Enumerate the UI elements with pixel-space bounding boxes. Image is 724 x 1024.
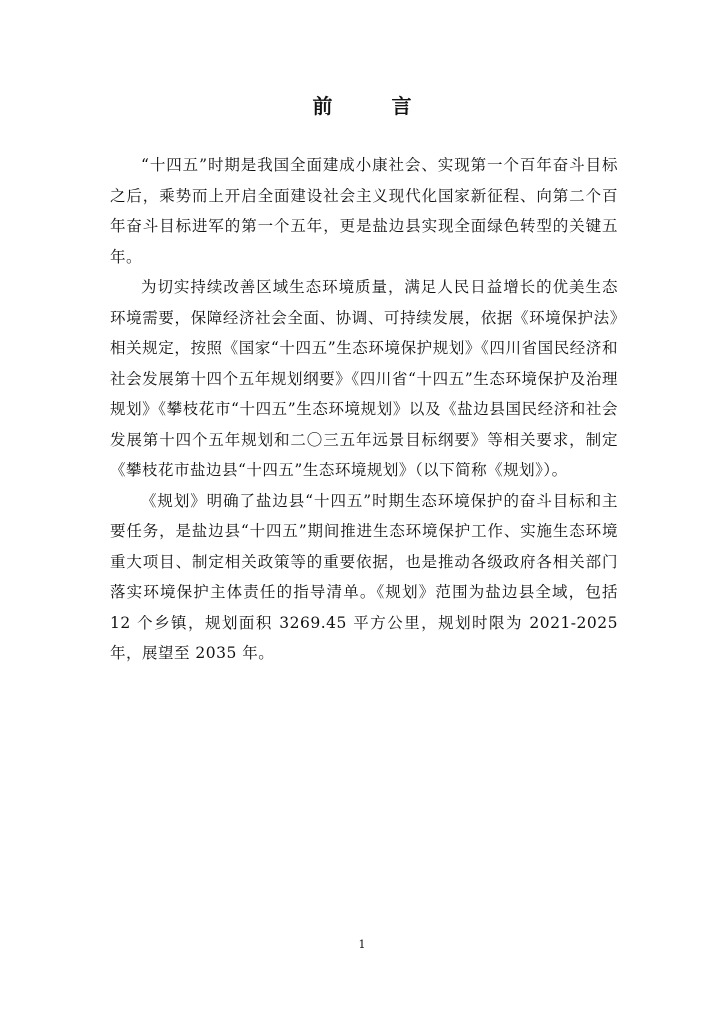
page-title: 前 言	[312, 94, 438, 118]
paragraph: “十四五”时期是我国全面建成小康社会、实现第一个百年奋斗目标之后，乘势而上开启全面建设社会主义现代化国家新征程、向第二个百年奋斗目标进军的第一个五年，更是盐边县实现全面绿色转型的关键五年。	[110, 156, 618, 266]
body-text	[110, 150, 618, 669]
paragraph: 为切实持续改善区域生态环境质量，满足人民日益增长的优美生态环境需要，保障经济社会全面、协调、可持续发展，依据《环境保护法》相关规定，按照《国家“十四五”生态环境保护规划》《四川省国民经济和社会发展第十四个五年规划纲要》《四川省“十四五”生态环境保护及治理规划》《攀枝花市“十四五”生态环境规划》以及《盐边县国民经济和社会发展第十四个五年规划和二〇三五年远景目标纲要》等相关要求，制定《攀枝花市盐边县“十四五”生态环境规划》（以下简称《规划》）。	[110, 278, 618, 479]
paragraph: 《规划》明确了盐边县“十四五”时期生态环境保护的奋斗目标和主要任务，是盐边县“十四五”期间推进生态环境保护工作、实施生态环境重大项目、制定相关政策等的重要依据，也是推动各级政府各相关部门落实环境保护主体责任的指导清单。《规划》范围为盐边县全域，包括 12 个乡镇，规划面积 3269.45 平方公里，规划时限为 2021-2025 年，展望至 2035 年。	[110, 491, 618, 662]
page-number: 1	[358, 938, 366, 951]
